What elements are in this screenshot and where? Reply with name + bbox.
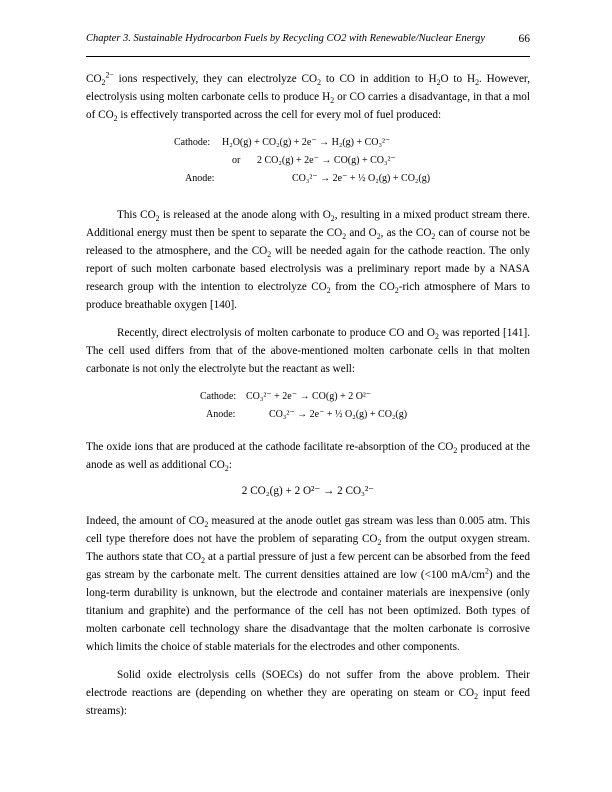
page-number: 66 xyxy=(518,33,530,45)
anode-label-2: Anode: xyxy=(206,409,236,420)
paragraph-2: This $CO_2$ is released at the anode along with $O_2$, resulting in a mixed product stream there. Additional energy must then be spent to separate the $CO_2$ and $O_2$, as the $CO_2$ can of course not be released to the atmosphere, and the $CO_2$ will be needed again for the cathode reaction. The only report of such molten carbonate based electrolysis was a preliminary report made by a NASA research group with the intention to electrolyze $CO_2$ from the $CO_2$-rich atmosphere of Mars to produce breathable oxygen [140]. xyxy=(86,209,531,311)
equation-3: 2 CO₂(g) + 2 O²⁻ → 2 CO₃²⁻ xyxy=(241,485,375,497)
chapter-title: Chapter 3. Sustainable Hydrocarbon Fuels by Recycling CO2 with Renewable/Nuclear Energy xyxy=(86,33,486,44)
anode-reaction: CO₃²⁻ → 2e⁻ + ½ O₂(g) + CO₂(g) xyxy=(292,173,431,184)
equation-block-1 xyxy=(86,134,530,188)
paragraph-1: $CO_2^{2-}$ ions respectively, they can electrolyze $CO_2$ to CO in addition to $H_2O$ to $H_2$. However, electrolysis using molten carbonate cells to produce $H_2$ or CO carries a disadvantage, in that a mol of $CO_2$ is effectively transported across the cell for every mol of fuel produced: xyxy=(86,70,531,124)
cathode-reaction-alt: 2 CO₂(g) + 2e⁻ → CO(g) + CO₃²⁻ xyxy=(257,155,396,166)
cathode-reaction-2: CO₃²⁻ + 2e⁻ → CO(g) + 2 O²⁻ xyxy=(246,391,372,402)
paragraph-6: Solid oxide electrolysis cells (SOECs) do not suffer from the above problem. Their electrode reactions are (depending on whether they are operating on steam or $CO_2$ input feed streams): xyxy=(86,669,531,717)
cathode-label-2: Cathode: xyxy=(200,391,237,402)
header-rule xyxy=(86,56,530,57)
paragraph-4: The oxide ions that are produced at the cathode facilitate re-absorption of the $CO_2$ produced at the anode as well as additional $CO_2$: xyxy=(86,441,530,474)
running-header xyxy=(86,33,530,44)
equation-block-2 xyxy=(86,388,530,424)
cathode-label: Cathode: xyxy=(174,137,211,148)
paragraph-5: Indeed, the amount of $CO_2$ measured at the anode outlet gas stream was less than 0.005 atm. This cell type therefore does not have the problem of separating $CO_2$ from the output oxygen stream. The authors state that $CO_2$ at a partial pressure of just a few percent can be absorbed from the feed gas stream by the carbonate melt. The current densities attained are low (<100 $mA/cm^2$) and the long-term durability is unknown, but the electrode and container materials are inexpensive (only titanium and graphite) and the performance of the cell has not been optimized. Both types of molten carbonate cell technology share the disadvantage that the molten carbonate is corrosive which limits the choice of stable materials for the electrodes and other components. xyxy=(86,515,531,653)
paragraph-3: Recently, direct electrolysis of molten carbonate to produce CO and $O_2$ was reported [141]. The cell used differs from that of the above-mentioned molten carbonate cells in that molten carbonate is not only the electrolyte but the reactant as well: xyxy=(86,327,531,375)
anode-reaction-2: CO₃²⁻ → 2e⁻ + ½ O₂(g) + CO₂(g) xyxy=(269,409,408,420)
page-body xyxy=(86,70,530,720)
cathode-reaction: H₂O(g) + CO₂(g) + 2e⁻ → H₂(g) + CO₃²⁻ xyxy=(222,137,391,148)
anode-label: Anode: xyxy=(185,173,215,184)
or-label: or xyxy=(232,155,241,166)
